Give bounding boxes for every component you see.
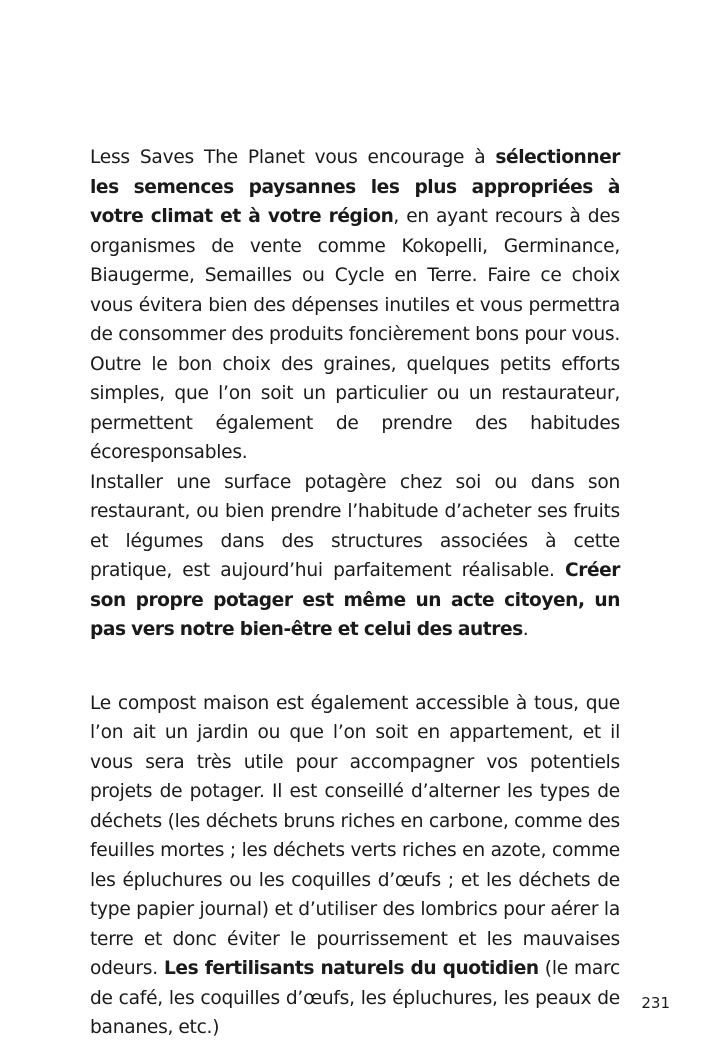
page-body — [90, 143, 620, 1043]
text-segment: (le marc de café, les coquilles d’œufs, les épluchures, les peaux de bananes, etc.) — [90, 958, 621, 1038]
paragraph-seeds — [90, 143, 620, 468]
text-segment: Le compost maison est également accessible à tous, que l’on ait un jardin ou que l’on soit en appartement, et il vous sera très utile pour accompagner vos potentiels projets de potager. Il est conseillé d’alterner les types de déchets (les déchets bruns riches en carbone, comme des feuilles mortes ; les déchets verts riches en azote, comme les épluchures ou les coquilles d’œufs ; et les déchets de type papier journal) et d’utiliser des lombrics pour aérer la terre et donc éviter le pourrissement et les mauvaises odeurs. — [90, 692, 620, 979]
paragraph-compost — [90, 689, 620, 1043]
page-number: 231 — [641, 994, 670, 1012]
text-segment: , en ayant recours à des organismes de vente comme Kokopelli, Germinance, Biaugerme, Semailles ou Cycle en Terre. Faire ce choix vous évitera bien des dépenses inutiles et vous permettra de consommer des produits foncièrement bons pour vous. Outre le bon choix des graines, quelques petits efforts simples, que l’on soit un particulier ou un restaurateur, permettent également de prendre des habitudes écoresponsables. — [90, 206, 620, 463]
bold-segment: Créer son propre potager est même un acte citoyen, un pas vers notre bien-être et celui des autres — [90, 560, 620, 640]
paragraph-vegetable-garden — [90, 468, 620, 645]
text-segment: Less Saves The Planet vous encourage à — [90, 147, 496, 168]
paragraph-spacer — [90, 645, 620, 689]
bold-segment: Les fertilisants naturels du quotidien — [164, 958, 539, 979]
bold-segment: sélectionner les semences paysannes les plus appropriées à votre climat et à votre région — [90, 147, 620, 227]
text-segment: Installer une surface potagère chez soi ou dans son restaurant, ou bien prendre l’habitude d’acheter ses fruits et légumes dans des structures associées à cette pratique, est aujourd’hui parfaitement réalisable. — [90, 471, 620, 581]
text-segment: . — [522, 619, 529, 640]
